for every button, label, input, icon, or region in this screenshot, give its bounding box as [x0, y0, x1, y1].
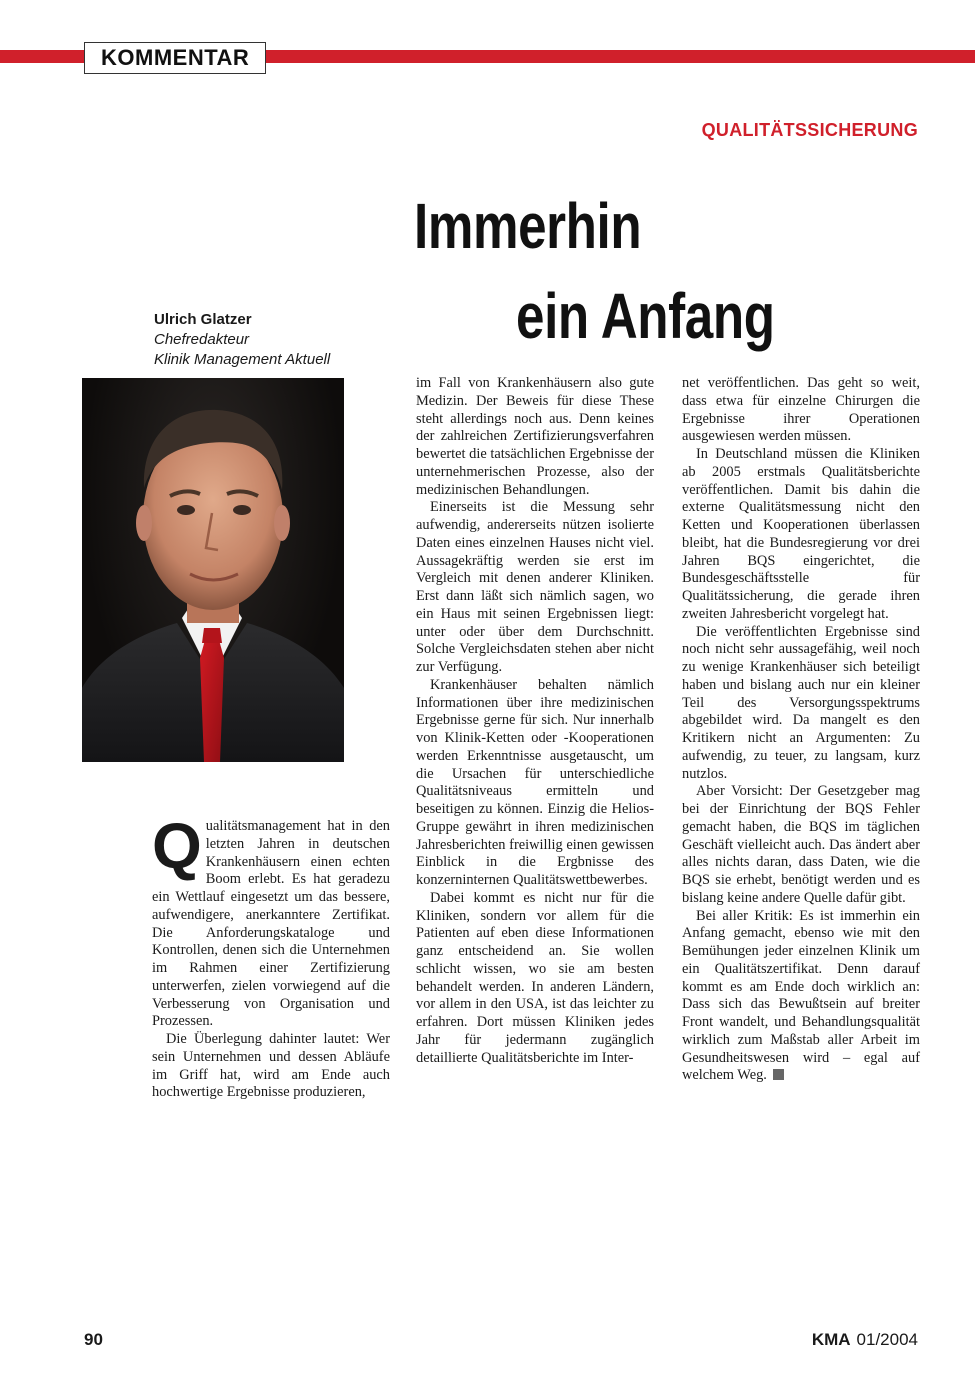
article-paragraph: Einerseits ist die Messung sehr aufwendig, andererseits nützen isolierte Daten eines einzelnen Hauses nicht viel. Aussagekräftig werden sie erst im Vergleich mit denen anderer Kliniken. Erst dann läßt sich nämlich sagen, wo ein Haus mit seinen Ergebnissen liegt: unter oder über dem Durchschnitt. Solche Vergleichsdaten stehen aber nicht zur Verfügung.	[416, 499, 654, 675]
author-block	[154, 310, 330, 370]
author-name: Ulrich Glatzer	[154, 311, 252, 328]
issue-number: 01/2004	[856, 1330, 918, 1349]
article-paragraph: im Fall von Krankenhäusern also gute Medizin. Der Beweis für diese These steht allerdings noch aus. Denn keines der zahlreichen Zertifizierungsverfahren bewertet die tatsächlichen Ergebnisse der unternehmerischen Prozesse, also der medizinischen Behandlungen.	[416, 375, 654, 498]
author-publication: Klinik Management Aktuell	[154, 351, 331, 368]
article-paragraph: Aber Vorsicht: Der Gesetzgeber mag bei der Einrichtung der BQS Fehler gemacht haben, die BQS im täglichen Geschäft vielleicht auch. Das ändert aber alles nichts daran, dass Daten, wie die BQS sie erhebt, benötigt werden und es bislang keine andere Quelle dafür gibt.	[682, 783, 920, 906]
headline-line-2: ein Anfang	[516, 280, 775, 352]
category-kicker: QUALITÄTSSICHERUNG	[701, 120, 918, 140]
article-paragraph-last: Bei aller Kritik: Es ist immerhin ein Anfang gemacht, ebenso wie mit den Bemühungen jeder einzelnen Klinik um ein Qualitätszertifikat. Denn darauf kommt es am Ende doch wirklich an: Dass sich das Bewußtsein auf breiter Front wandelt, und Behandlungsqualität wirklich zum Maßstab aller Arbeit im Gesundheitswesen wird – egal auf welchem Weg.	[682, 907, 920, 1084]
footer-issue	[812, 1330, 918, 1350]
article-paragraph: net veröffentlichen. Das geht so weit, dass etwa für einzelne Chirurgen die Ergebnisse ihrer Operationen ausgewiesen werden müssen.	[682, 375, 920, 445]
page-number: 90	[84, 1330, 103, 1349]
article-column-1	[152, 810, 390, 1102]
article-paragraph: In Deutschland müssen die Kliniken ab 2005 erstmals Qualitätsberichte veröffentlichen. Damit bis dahin die externe Qualitätsmessung nicht den Ketten und Kooperationen überlassen bleibt, hat die Bundesregierung vor drei Jahren BQS eingerichtet, die Bundesgeschäftsstelle für Qualitätssicherung, die gerade ihren zweiten Jahresbericht vorgelegt hat.	[682, 446, 920, 622]
article-paragraph: Die Überlegung dahinter lautet: Wer sein Unternehmen und dessen Abläufe im Griff hat, wird am Ende auch hochwertige Ergebnisse produzieren,	[152, 1031, 390, 1101]
author-title: Chefredakteur	[154, 331, 250, 348]
section-label: KOMMENTAR	[84, 42, 266, 74]
article-paragraph: Die veröffentlichten Ergebnisse sind noch nicht sehr aussagefähig, weil noch zu wenige Krankenhäuser sich beteiligt haben und bislang auch nur ein kleiner Teil des Versorgungsspektrums abgebildet wird. Da mangelt es den Kritikern nicht an Argumenten: Zu aufwendig, zu teuer, zu langsam, kurz nutzlos.	[682, 623, 920, 782]
author-portrait-photo	[82, 378, 344, 762]
article-paragraph: Dabei kommt es nicht nur für die Kliniken, sondern vor allem für die Patienten auf eben diese Informationen ganz entscheidend an. Sie wollen schlicht wissen, wo sie am besten behandelt werden. In anderen Ländern, vor allem in den USA, ist das leichter zu erfahren. Dort müssen Kliniken jedes Jahr für jedermann zugänglich detaillierte Qualitätsberichte im Inter-	[416, 889, 654, 1066]
article-paragraph: Qualitätsmanagement hat in den letzten Jahren in deutschen Krankenhäusern einen echten Boom erlebt. Es hat geradezu ein Wettlauf eingesetzt um das bessere, aufwendigere, anerkanntere Zertifikat. Die Anforderungskataloge und Kontrollen, denen sich die Unternehmen im Rahmen einer Zertifizierung unterwerfen, zielen vorwiegend auf die Verbesserung von Organisation und Prozessen.	[152, 810, 390, 1030]
magazine-name: KMA	[811, 1330, 851, 1349]
headline-line-1: Immerhin	[414, 190, 642, 262]
drop-cap: Q	[152, 810, 202, 882]
article-paragraph: Krankenhäuser behalten nämlich Informationen über ihre medizinischen Ergebnisse gerne für sich. Nur innerhalb von Klinik-Ketten oder -Kooperationen werden Erkenntnisse ausgetauscht, um die Ursachen für unterschiedliche Qualitätsniveaus ermitteln und beseitigen zu können. Einzig die Helios-Gruppe gewährt in ihren medizinischen Jahresberichten freiwillig einen gewissen Einblick in die Ergbnisse des konzerninternen Qualitätswettbewerbes.	[416, 676, 654, 888]
end-of-article-icon	[773, 1069, 784, 1080]
portrait-icon	[82, 378, 344, 762]
article-column-2	[416, 375, 654, 1067]
article-column-3	[682, 375, 920, 1085]
